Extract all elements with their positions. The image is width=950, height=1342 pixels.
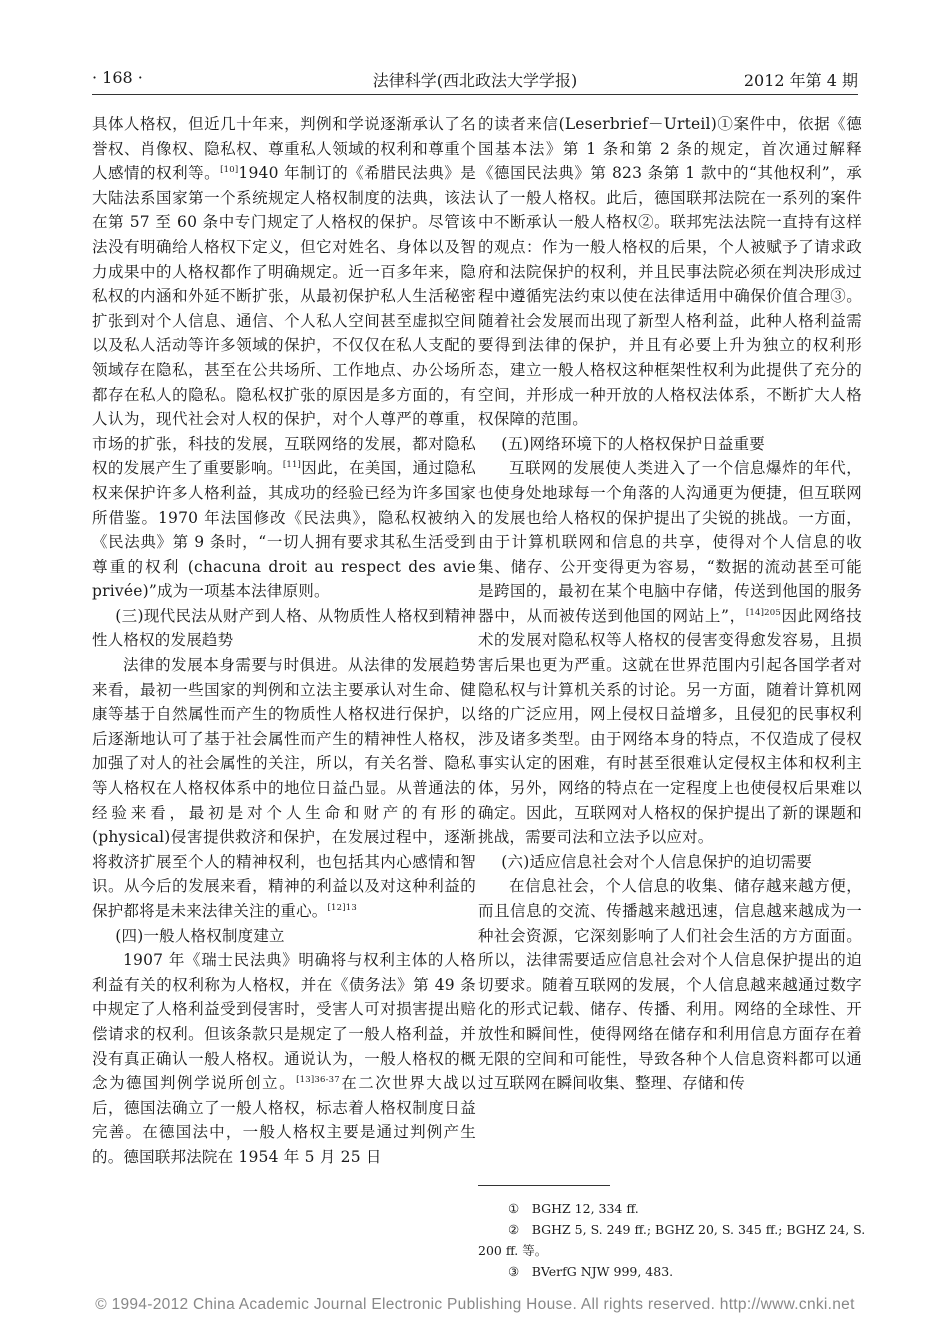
paragraph: 法律的发展本身需要与时俱进。从法律的发展趋势来看，最初一些国家的判例和立法主要承认对生命、健康等基于自然属性而产生的物质性人格权进行保护，以后逐渐地认可了基于社会属性而产生的精神性人格权，加强了对人的社会属性的关注，所以，有关名誉、隐私等人格权在人格权体系中的地位日益凸显。从普通法的经验来看，最初是对个人生命和财产的有形的(physical)侵害提供救济和保护，在发展过程中，逐渐将救济扩展至个人的精神权利，也包括其内心感情和智识。从今后的发展来看，精神的利益以及对这种利益的保护都将是未来法律关注的重心。$^{[12]13}$ bbox=[92, 656, 476, 920]
footnote-marker: ③ bbox=[830, 287, 847, 306]
footnote: ① BGHZ 12, 334 ff. bbox=[508, 1201, 639, 1216]
footnote-marker: ① bbox=[716, 115, 734, 133]
paragraph: 的读者来信(Leserbrief－Urteil)①案件中，依据《德国基本法》第 1 条和第 2 条的规定，首次通过解释《德国民法典》第 823 条第 1 款中的“其他权利”，承认了一般人格权。此后，德国联邦法院在一系列的案件中不断承认一般人格权②。联邦宪法法院一直持有这样的观点：作为一般人格权的后果，个人被赋予了请求政府和法院保护的权利，并且民事法院必须在判决形成过程中遵循宪法约束以使在法律适用中确保价值合理③。随着社会发展而出现了新型人格利益，此种人格利益需要得到法律的保护，并且有必要上升为独立的权利形态，建立一般人格权这种框架性权利为此提供了充分的空间，并形成一种开放的人格权法体系，不断扩大人格权保障的范围。 bbox=[478, 115, 862, 429]
footnote: ② BGHZ 5, S. 249 ff.; BGHZ 20, S. 345 ff.; BGHZ 24, S. 200 ff. 等。 bbox=[478, 1222, 866, 1258]
citation: [14]205 bbox=[745, 607, 781, 618]
copyright-notice: © 1994-2012 China Academic Journal Electronic Publishing House. All rights reserved. http://www.cnki.net bbox=[95, 1296, 855, 1313]
footnote-divider bbox=[478, 1185, 610, 1186]
page-header bbox=[92, 68, 858, 95]
citation: [11] bbox=[282, 460, 302, 471]
issue-label: 2012 年第 4 期 bbox=[743, 71, 858, 90]
paragraph: 1907 年《瑞士民法典》明确将与权利主体的人格利益有关的权利称为人格权，并在《债务法》第 49 条中规定了人格利益受到侵害时，受害人可对损害提出赔偿请求的权利。但该条款只是规定了一般人格利益，并没有真正确认一般人格权。通说认为，一般人格权的概念为德国判例学说所创立。$^{[13]36-37}$在二次世界大战以后，德国法确立了一般人格权，标志着人格权制度日益完善。在德国法中，一般人格权主要是通过判例产生的。德国联邦法院在 1954 年 5 月 25 日 bbox=[92, 951, 476, 1166]
section-heading: (三)现代民法从财产到人格、从物质性人格权到精神性人格权的发展趋势 bbox=[92, 606, 476, 650]
paragraph: 互联网的发展使人类进入了一个信息爆炸的年代，也使身处地球每一个角落的人沟通更为便捷，但互联网的发展也给人格权的保护提出了尖锐的挑战。一方面，由于计算机联网和信息的共享，使得对个人信息的收集、储存、公开变得更为容易，“数据的流动甚至可能是跨国的，最初在某个电脑中存储，传送到他国的服务器中，从而被传送到他国的网站上”，$^{[14]205}$因此网络技术的发展对隐私权等人格权的侵害变得愈发容易，且损害后果也更为严重。这就在世界范围内引起各国学者对隐私权与计算机关系的讨论。另一方面，随着计算机网络的广泛应用，网上侵权日益增多，且侵犯的民事权利涉及诸多类型。由于网络本身的特点，不仅造成了侵权事实认定的困难，有时甚至很难认定侵权主体和权利主体，另外，网络的特点在一定程度上也使侵权后果难以确定。因此，互联网对人格权的保护提出了新的课题和挑战，需要司法和立法予以应对。 bbox=[478, 459, 862, 847]
right-column bbox=[478, 112, 862, 1096]
left-column bbox=[92, 112, 476, 1170]
page-number: · 168 · bbox=[92, 68, 143, 87]
citation: [10] bbox=[220, 165, 239, 176]
journal-title: 法律科学(西北政法大学学报) bbox=[372, 71, 578, 90]
footnote: ③ BVerfG NJW 999, 483. bbox=[508, 1264, 674, 1279]
paragraph: 在信息社会，个人信息的收集、储存越来越方便，而且信息的交流、传播越来越迅速，信息越来越成为一种社会资源，它深刻影响了人们社会生活的方方面面。所以，法律需要适应信息社会对个人信息保护提出的迫切要求。随着互联网的发展，个人信息越来越通过数字化的形式记载、储存、传播、利用。网络的全球性、开放性和瞬间性，使得网络在储存和利用信息方面存在着无限的空间和可能性，导致各种个人信息资料都可以通过互联网在瞬间收集、整理、存储和传 bbox=[478, 877, 862, 1093]
citation: [13]36-37 bbox=[296, 1075, 340, 1086]
footnote-marker: ② bbox=[638, 213, 655, 232]
section-heading: (四)一般人格权制度建立 bbox=[115, 926, 285, 945]
footnotes bbox=[478, 1198, 888, 1282]
section-heading: (五)网络环境下的人格权保护日益重要 bbox=[501, 434, 765, 453]
paragraph: 具体人格权，但近几十年来，判例和学说逐渐承认了名誉权、肖像权、隐私权、尊重私人领域的权利和尊重个人感情的权利等。[10]1940 年制订的《希腊民法典》是大陆法系国家第一个系统规定人格权制度的法典，该法在第 57 至 60 条中专门规定了人格权的保护。尽管该法没有明确给人格权下定义，但它对姓名、身体以及智力成果中的人格权都作了明确规定。近一百多年来，隐私权的内涵和外延不断扩张，从最初保护私人生活秘密扩张到对个人信息、通信、个人私人空间甚至虚拟空间以及私人活动等许多领域的保护，不仅仅在私人支配的领域存在隐私，甚至在公共场所、工作地点、办公场所都存在私人的隐私。隐私权扩张的原因是多方面的，有人认为，现代社会对人权的保护，对个人尊严的尊重，市场的扩张，科技的发展，互联网络的发展，都对隐私权的发展产生了重要影响。[11]因此，在美国，通过隐私权来保护许多人格利益，其成功的经验已经为许多国家所借鉴。1970 年法国修改《民法典》，隐私权被纳入《民法典》第 9 条时，“一切人拥有要求其私生活受到尊重的权利 (chacuna droit au respect des avie privée)”成为一项基本法律原则。 bbox=[92, 115, 476, 601]
citation: [12]13 bbox=[327, 903, 357, 913]
section-heading: (六)适应信息社会对个人信息保护的迫切需要 bbox=[501, 852, 813, 871]
